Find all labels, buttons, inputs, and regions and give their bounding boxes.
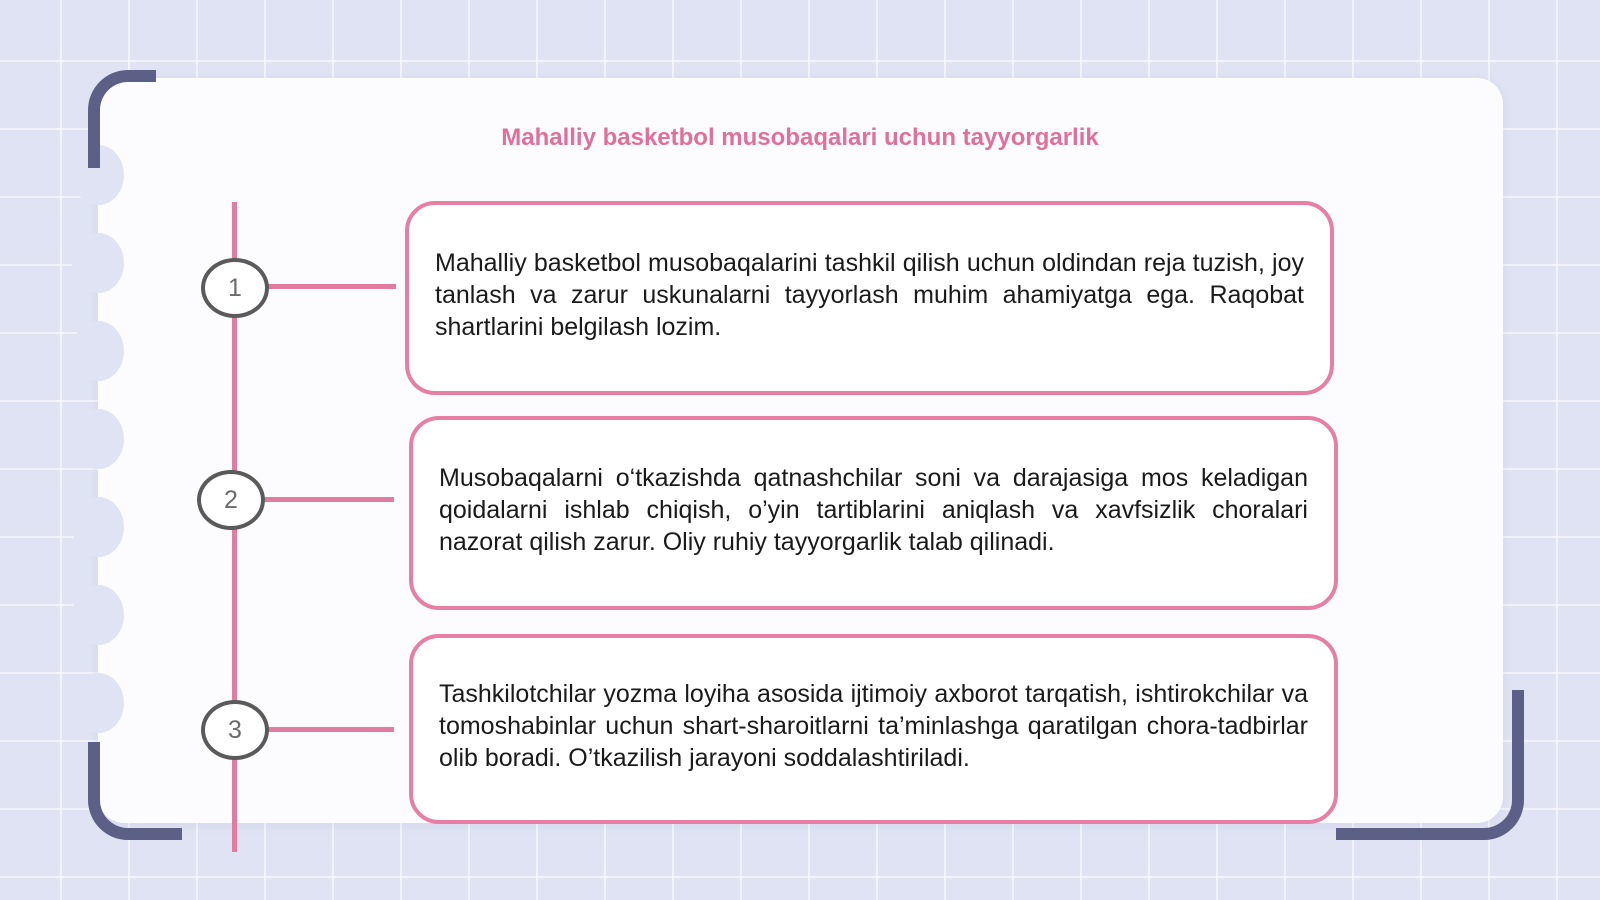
step-text-2: Musobaqalarni o‘tkazishda qatnashchilar soni va darajasiga mos keladigan qoidalarni ishlab chiqish, o’yin tartiblarini aniqlash va xavfsizlik choralari nazorat qilish zarur. Oliy ruhiy tayyorgarlik talab qilinadi. — [439, 464, 1308, 556]
step-text-3: Tashkilotchilar yozma loyiha asosida ijtimoiy axborot tarqatish, ishtirokchilar va tomoshabinlar uchun shart-sharoitlarni ta’minlashga qaratilgan chora-tadbirlar olib boradi. O’tkazilish jarayoni soddalashtiriladi. — [439, 680, 1308, 772]
step-connector — [262, 727, 394, 732]
step-connector — [262, 284, 396, 289]
step-number-3: 3 — [201, 700, 269, 760]
step-card-1 — [405, 201, 1334, 395]
frame-corner-bottom-right — [1336, 690, 1524, 840]
step-text-1: Mahalliy basketbol musobaqalarini tashkil qilish uchun oldindan reja tuzish, joy tanlash va zarur uskunalarni tayyorlash muhim ahamiyatga ega. Raqobat shartlarini belgilash lozim. — [435, 249, 1304, 341]
scallop — [72, 673, 124, 733]
slide-title: Mahalliy basketbol musobaqalari uchun tayyorgarlik — [501, 124, 1099, 151]
scallop — [72, 497, 124, 557]
scallop — [72, 585, 124, 645]
frame-corner-bottom-left — [88, 742, 182, 840]
step-connector — [262, 497, 394, 502]
scallop — [72, 321, 124, 381]
step-number-2: 2 — [197, 470, 265, 530]
frame-corner-top-left — [88, 70, 156, 168]
scallop — [72, 409, 124, 469]
scallop — [72, 233, 124, 293]
step-card-2 — [409, 416, 1338, 610]
step-card-3 — [409, 634, 1338, 824]
step-number-1: 1 — [201, 258, 269, 318]
